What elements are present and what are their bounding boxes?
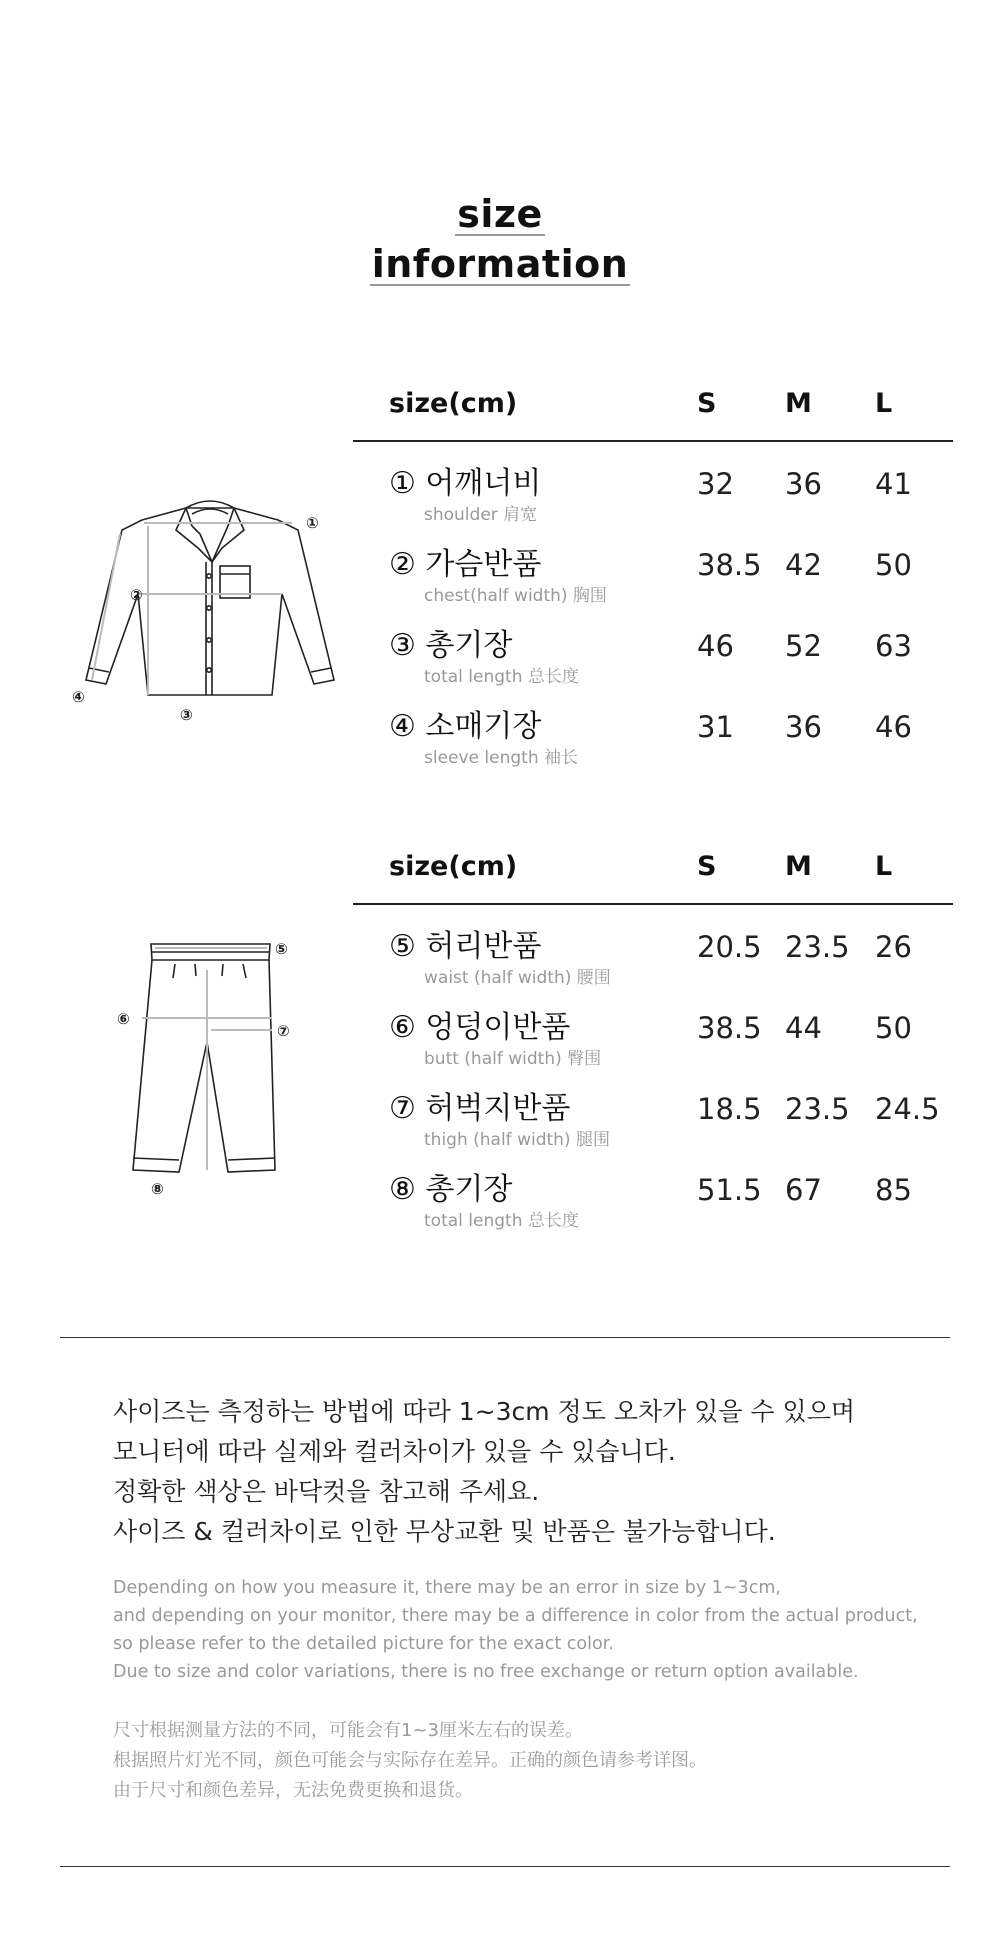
row-name: ⑧ 총기장 — [389, 1172, 513, 1207]
notice-korean — [113, 1392, 953, 1552]
table-row — [353, 464, 953, 534]
header-s: S — [697, 388, 717, 419]
notice-english — [113, 1574, 953, 1686]
header-m: M — [785, 388, 812, 419]
row-sub: thigh (half width) 腿围 — [424, 1130, 610, 1150]
value-s: 20.5 — [697, 930, 762, 964]
title-line-1: size — [457, 192, 543, 236]
value-m: 42 — [785, 548, 822, 582]
notice-korean-line: 정확한 색상은 바닥컷을 참고해 주세요. — [113, 1477, 540, 1506]
value-l: 50 — [875, 548, 912, 582]
notice-english-line: Depending on how you measure it, there may be an error in size by 1~3cm, — [113, 1578, 781, 1598]
marker-6-icon: ⑥ — [117, 1010, 130, 1028]
value-m: 36 — [785, 467, 822, 501]
page-title — [0, 190, 1000, 288]
value-m: 36 — [785, 710, 822, 744]
notice-english-line: so please refer to the detailed picture for the exact color. — [113, 1634, 614, 1654]
header-label: size(cm) — [389, 388, 518, 419]
row-sub: total length 总长度 — [424, 1211, 579, 1231]
bottom-divider — [60, 1866, 950, 1867]
row-name: ⑦ 허벅지반품 — [389, 1091, 571, 1126]
row-sub: butt (half width) 臀围 — [424, 1049, 602, 1069]
section-divider — [60, 1337, 950, 1338]
notice-english-line: and depending on your monitor, there may be a difference in color from the actual product, — [113, 1606, 918, 1626]
marker-8-icon: ⑧ — [151, 1180, 164, 1198]
table-header — [353, 847, 953, 887]
value-s: 46 — [697, 629, 734, 663]
marker-4-icon: ④ — [72, 688, 85, 706]
row-name: ⑤ 허리반품 — [389, 929, 542, 964]
value-m: 67 — [785, 1173, 822, 1207]
value-s: 31 — [697, 710, 734, 744]
value-s: 18.5 — [697, 1092, 762, 1126]
value-s: 38.5 — [697, 1011, 762, 1045]
row-name: ③ 총기장 — [389, 628, 513, 663]
row-name: ② 가슴반품 — [389, 547, 542, 582]
table-row — [353, 1008, 953, 1078]
shirt-diagram — [72, 490, 340, 730]
row-sub: total length 总长度 — [424, 667, 579, 687]
header-divider — [353, 440, 953, 442]
header-l: L — [875, 851, 893, 882]
notice-korean-line: 사이즈는 측정하는 방법에 따라 1~3cm 정도 오차가 있을 수 있으며 — [113, 1397, 855, 1426]
notice-english-line: Due to size and color variations, there is no free exchange or return option available. — [113, 1662, 859, 1682]
marker-5-icon: ⑤ — [275, 940, 288, 958]
row-sub: shoulder 肩宽 — [424, 505, 538, 525]
row-sub: sleeve length 袖长 — [424, 748, 579, 768]
table-row — [353, 1170, 953, 1240]
row-name: ⑥ 엉덩이반품 — [389, 1010, 571, 1045]
table-row — [353, 1089, 953, 1159]
value-l: 46 — [875, 710, 912, 744]
value-m: 52 — [785, 629, 822, 663]
value-l: 24.5 — [875, 1092, 940, 1126]
row-name: ④ 소매기장 — [389, 709, 542, 744]
value-m: 44 — [785, 1011, 822, 1045]
value-l: 26 — [875, 930, 912, 964]
title-line-2: information — [371, 242, 629, 286]
value-s: 38.5 — [697, 548, 762, 582]
header-label: size(cm) — [389, 851, 518, 882]
table-row — [353, 707, 953, 777]
notice-chinese-line: 由于尺寸和颜色差异，无法免费更换和退货。 — [113, 1780, 473, 1801]
table-header — [353, 384, 953, 424]
value-l: 50 — [875, 1011, 912, 1045]
marker-2-icon: ② — [130, 586, 143, 604]
notice-chinese-line: 根据照片灯光不同，颜色可能会与实际存在差异。正确的颜色请参考详图。 — [113, 1750, 707, 1771]
table-row — [353, 927, 953, 997]
header-s: S — [697, 851, 717, 882]
value-l: 85 — [875, 1173, 912, 1207]
notice-chinese — [113, 1716, 953, 1806]
value-l: 63 — [875, 629, 912, 663]
row-name: ① 어깨너비 — [389, 466, 542, 501]
header-divider — [353, 903, 953, 905]
marker-1-icon: ① — [306, 514, 319, 532]
top-size-table — [353, 384, 953, 768]
notice-chinese-line: 尺寸根据测量方法的不同，可能会有1~3厘米左右的误差。 — [113, 1720, 583, 1741]
row-sub: chest(half width) 胸围 — [424, 586, 607, 606]
marker-7-icon: ⑦ — [277, 1022, 290, 1040]
row-sub: waist (half width) 腰围 — [424, 968, 611, 988]
header-m: M — [785, 851, 812, 882]
table-row — [353, 545, 953, 615]
notice-korean-line: 사이즈 & 컬러차이로 인한 무상교환 및 반품은 불가능합니다. — [113, 1517, 776, 1546]
header-l: L — [875, 388, 893, 419]
bottom-size-table — [353, 847, 953, 1231]
value-m: 23.5 — [785, 930, 850, 964]
value-l: 41 — [875, 467, 912, 501]
value-m: 23.5 — [785, 1092, 850, 1126]
value-s: 32 — [697, 467, 734, 501]
table-row — [353, 626, 953, 696]
value-s: 51.5 — [697, 1173, 762, 1207]
marker-3-icon: ③ — [180, 706, 193, 724]
pants-diagram — [115, 930, 305, 1200]
notice-korean-line: 모니터에 따라 실제와 컬러차이가 있을 수 있습니다. — [113, 1437, 676, 1466]
